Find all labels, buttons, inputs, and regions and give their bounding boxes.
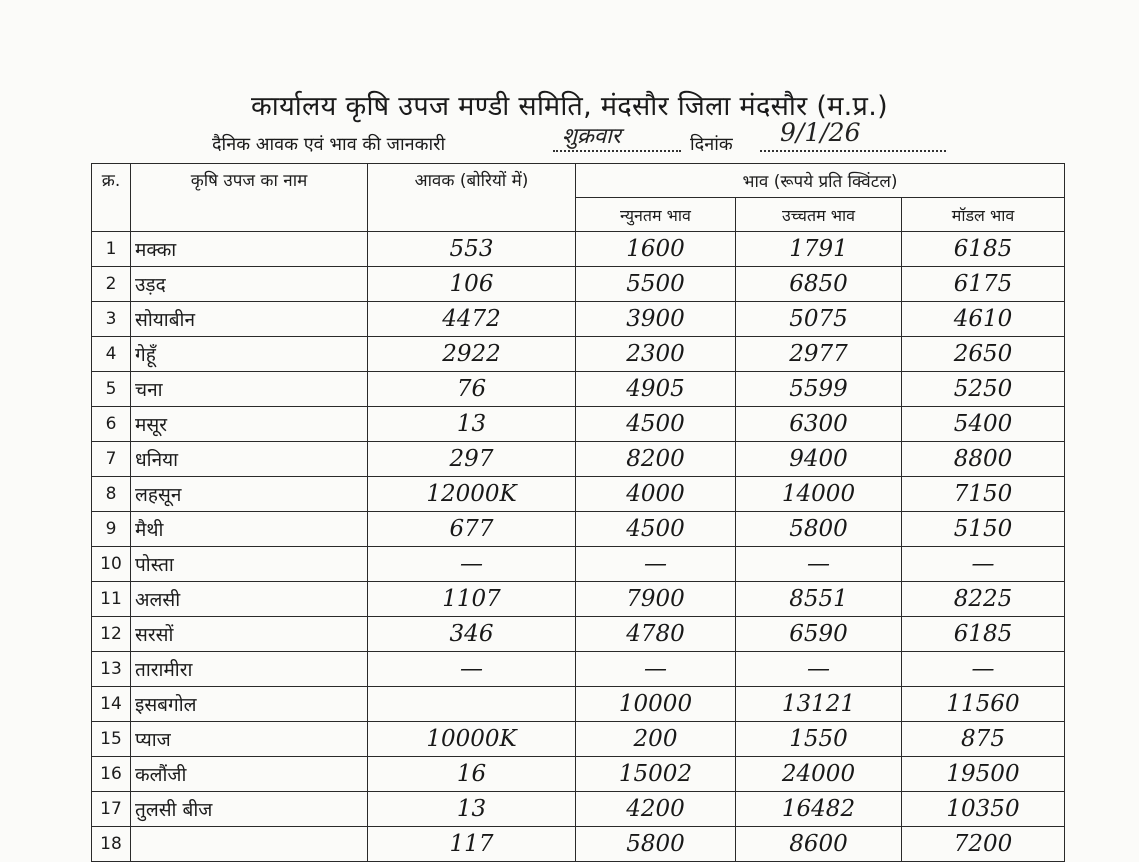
- cell-max-price: 6850: [736, 267, 902, 302]
- cell-arrival: 12000K: [368, 477, 576, 512]
- cell-sno: 13: [92, 652, 131, 687]
- table-row: [92, 477, 1065, 512]
- date-label: दिनांक: [690, 134, 733, 155]
- cell-modal-price: 5250: [902, 372, 1065, 407]
- cell-modal-price: 6175: [902, 267, 1065, 302]
- cell-max-price: 1550: [736, 722, 902, 757]
- cell-crop-name: मैथी: [131, 512, 368, 547]
- cell-min-price: 4780: [576, 617, 736, 652]
- cell-crop-name: लहसून: [131, 477, 368, 512]
- table-row: [92, 792, 1065, 827]
- cell-crop-name: तुलसी बीज: [131, 792, 368, 827]
- cell-min-price: 10000: [576, 687, 736, 722]
- cell-crop-name: मसूर: [131, 407, 368, 442]
- cell-crop-name: उड़द: [131, 267, 368, 302]
- header-min-price: न्युनतम भाव: [576, 198, 736, 232]
- cell-max-price: 9400: [736, 442, 902, 477]
- cell-sno: 14: [92, 687, 131, 722]
- cell-modal-price: 7200: [902, 827, 1065, 862]
- table-row: [92, 442, 1065, 477]
- date-dotted-line: [760, 150, 946, 152]
- table-row: [92, 652, 1065, 687]
- cell-sno: 18: [92, 827, 131, 862]
- cell-min-price: 5500: [576, 267, 736, 302]
- cell-min-price: 5800: [576, 827, 736, 862]
- table-row: [92, 757, 1065, 792]
- cell-crop-name: चना: [131, 372, 368, 407]
- cell-sno: 16: [92, 757, 131, 792]
- cell-arrival: 4472: [368, 302, 576, 337]
- cell-arrival: 297: [368, 442, 576, 477]
- cell-crop-name: अलसी: [131, 582, 368, 617]
- cell-arrival: [368, 687, 576, 722]
- cell-max-price: —: [736, 652, 902, 687]
- cell-max-price: 5599: [736, 372, 902, 407]
- cell-max-price: 13121: [736, 687, 902, 722]
- table-body: [92, 232, 1065, 862]
- cell-max-price: 5075: [736, 302, 902, 337]
- cell-crop-name: कलौंजी: [131, 757, 368, 792]
- cell-sno: 6: [92, 407, 131, 442]
- cell-crop-name: पोस्ता: [131, 547, 368, 582]
- table-row: [92, 582, 1065, 617]
- cell-crop-name: सोयाबीन: [131, 302, 368, 337]
- cell-arrival: 16: [368, 757, 576, 792]
- table-row: [92, 827, 1065, 862]
- cell-min-price: 200: [576, 722, 736, 757]
- cell-modal-price: 4610: [902, 302, 1065, 337]
- table-row: [92, 512, 1065, 547]
- cell-arrival: 677: [368, 512, 576, 547]
- cell-min-price: —: [576, 547, 736, 582]
- day-handwritten: शुक्रवार: [562, 124, 621, 149]
- cell-crop-name: इसबगोल: [131, 687, 368, 722]
- cell-crop-name: [131, 827, 368, 862]
- cell-modal-price: 2650: [902, 337, 1065, 372]
- cell-arrival: 76: [368, 372, 576, 407]
- cell-min-price: 4500: [576, 407, 736, 442]
- cell-modal-price: —: [902, 547, 1065, 582]
- table-row: [92, 372, 1065, 407]
- cell-max-price: 6590: [736, 617, 902, 652]
- cell-arrival: 10000K: [368, 722, 576, 757]
- cell-min-price: 4905: [576, 372, 736, 407]
- cell-sno: 7: [92, 442, 131, 477]
- table-row: [92, 302, 1065, 337]
- cell-arrival: 2922: [368, 337, 576, 372]
- cell-modal-price: 8800: [902, 442, 1065, 477]
- cell-max-price: 1791: [736, 232, 902, 267]
- cell-min-price: 2300: [576, 337, 736, 372]
- cell-max-price: 8551: [736, 582, 902, 617]
- cell-min-price: —: [576, 652, 736, 687]
- cell-modal-price: 5150: [902, 512, 1065, 547]
- header-arrival: आवक (बोरियों में): [368, 164, 576, 232]
- cell-crop-name: धनिया: [131, 442, 368, 477]
- cell-sno: 10: [92, 547, 131, 582]
- price-table: [91, 163, 1065, 862]
- cell-max-price: 6300: [736, 407, 902, 442]
- cell-sno: 11: [92, 582, 131, 617]
- cell-arrival: 117: [368, 827, 576, 862]
- cell-sno: 1: [92, 232, 131, 267]
- cell-arrival: 553: [368, 232, 576, 267]
- cell-min-price: 3900: [576, 302, 736, 337]
- header-max-price: उच्चतम भाव: [736, 198, 902, 232]
- cell-crop-name: गेहूँ: [131, 337, 368, 372]
- cell-min-price: 1600: [576, 232, 736, 267]
- table-row: [92, 722, 1065, 757]
- cell-modal-price: 7150: [902, 477, 1065, 512]
- cell-max-price: 16482: [736, 792, 902, 827]
- day-dotted-line: [553, 150, 681, 152]
- cell-arrival: 346: [368, 617, 576, 652]
- cell-min-price: 15002: [576, 757, 736, 792]
- cell-sno: 3: [92, 302, 131, 337]
- cell-sno: 9: [92, 512, 131, 547]
- header-sno: क्र.: [92, 164, 131, 232]
- cell-arrival: —: [368, 547, 576, 582]
- cell-arrival: 106: [368, 267, 576, 302]
- header-price-group: भाव (रूपये प्रति क्विंटल): [576, 164, 1065, 198]
- cell-sno: 8: [92, 477, 131, 512]
- cell-arrival: 13: [368, 792, 576, 827]
- cell-max-price: 24000: [736, 757, 902, 792]
- cell-sno: 15: [92, 722, 131, 757]
- cell-sno: 12: [92, 617, 131, 652]
- cell-arrival: 1107: [368, 582, 576, 617]
- cell-crop-name: सरसों: [131, 617, 368, 652]
- cell-min-price: 4000: [576, 477, 736, 512]
- cell-crop-name: तारामीरा: [131, 652, 368, 687]
- cell-max-price: 8600: [736, 827, 902, 862]
- office-title: कार्यालय कृषि उपज मण्डी समिति, मंदसौर जिला मंदसौर (म.प्र.): [251, 91, 888, 122]
- table-row: [92, 617, 1065, 652]
- cell-modal-price: 8225: [902, 582, 1065, 617]
- cell-modal-price: 11560: [902, 687, 1065, 722]
- cell-sno: 17: [92, 792, 131, 827]
- table-row: [92, 547, 1065, 582]
- cell-modal-price: 19500: [902, 757, 1065, 792]
- cell-modal-price: —: [902, 652, 1065, 687]
- cell-modal-price: 5400: [902, 407, 1065, 442]
- cell-arrival: 13: [368, 407, 576, 442]
- cell-sno: 4: [92, 337, 131, 372]
- table-row: [92, 232, 1065, 267]
- cell-modal-price: 10350: [902, 792, 1065, 827]
- cell-sno: 5: [92, 372, 131, 407]
- cell-max-price: 5800: [736, 512, 902, 547]
- cell-arrival: —: [368, 652, 576, 687]
- cell-max-price: —: [736, 547, 902, 582]
- cell-modal-price: 875: [902, 722, 1065, 757]
- cell-sno: 2: [92, 267, 131, 302]
- table-row: [92, 407, 1065, 442]
- cell-crop-name: प्याज: [131, 722, 368, 757]
- table-row: [92, 267, 1065, 302]
- subtitle-label: दैनिक आवक एवं भाव की जानकारी: [212, 134, 446, 155]
- table-row: [92, 687, 1065, 722]
- cell-max-price: 2977: [736, 337, 902, 372]
- date-handwritten: 9/1/26: [780, 118, 861, 147]
- cell-modal-price: 6185: [902, 617, 1065, 652]
- cell-min-price: 8200: [576, 442, 736, 477]
- cell-min-price: 4500: [576, 512, 736, 547]
- cell-max-price: 14000: [736, 477, 902, 512]
- cell-min-price: 4200: [576, 792, 736, 827]
- header-modal-price: मॉडल भाव: [902, 198, 1065, 232]
- cell-modal-price: 6185: [902, 232, 1065, 267]
- cell-crop-name: मक्का: [131, 232, 368, 267]
- table-row: [92, 337, 1065, 372]
- cell-min-price: 7900: [576, 582, 736, 617]
- header-crop-name: कृषि उपज का नाम: [131, 164, 368, 232]
